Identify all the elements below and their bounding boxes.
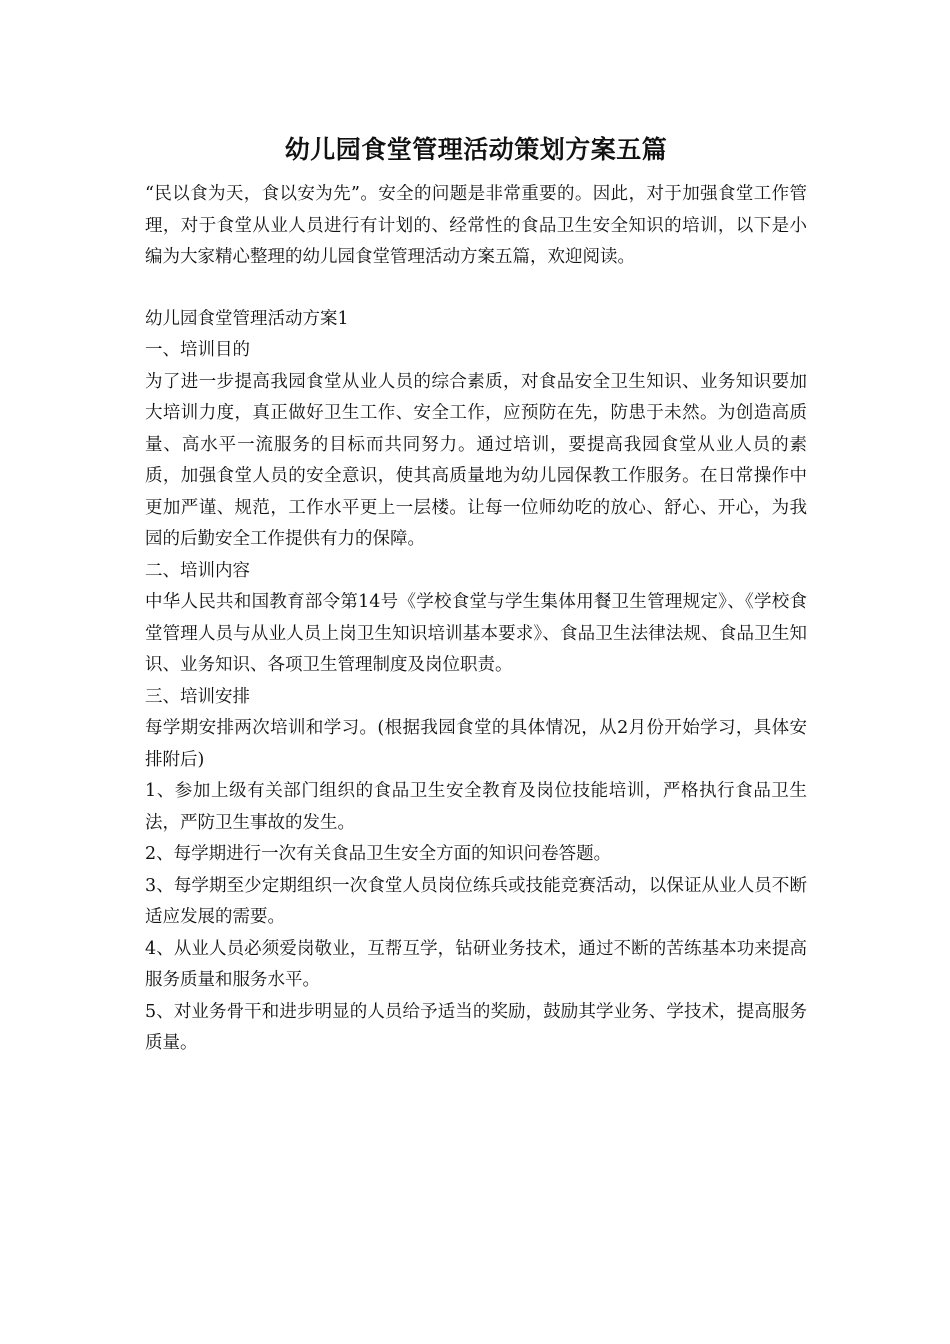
section-heading: 幼儿园食堂管理活动方案1 — [145, 308, 349, 329]
spacer — [145, 274, 807, 304]
body-paragraph: 为了进一步提高我园食堂从业人员的综合素质，对食品安全卫生知识、业务知识要加大培训力度，真正做好卫生工作、安全工作，应预防在先，防患于未然。为创造高质量、高水平一流服务的目标而共同努力。通过培训，要提高我园食堂从业人员的素质，加强食堂人员的安全意识，使其高质量地为幼儿园保教工作服务。在日常操作中更加严谨、规范，工作水平更上一层楼。让每一位师幼吃的放心、舒心、开心，为我园的后勤安全工作提供有力的保障。 — [145, 371, 807, 549]
intro-paragraph: “民以食为天，食以安为先”。安全的问题是非常重要的。因此，对于加强食堂工作管理，对于食堂从业人员进行有计划的、经常性的食品卫生安全知识的培训，以下是小编为大家精心整理的幼儿园食堂管理活动方案五篇，欢迎阅读。 — [145, 184, 807, 267]
document-title: 幼儿园食堂管理活动策划方案五篇 — [284, 135, 668, 164]
list-item: 5、对业务骨干和进步明显的人员给予适当的奖励，鼓励其学业务、学技术，提高服务质量。 — [145, 1001, 807, 1053]
body-paragraph: 每学期安排两次培训和学习。(根据我园食堂的具体情况，从2月份开始学习，具体安排附后) — [145, 718, 807, 770]
list-item: 4、从业人员必须爱岗敬业，互帮互学，钻研业务技术，通过不断的苦练基本功来提高服务质量和服务水平。 — [145, 938, 807, 990]
document-page — [145, 133, 807, 1060]
section-heading: 一、培训目的 — [145, 340, 250, 360]
list-item: 2、每学期进行一次有关食品卫生安全方面的知识问卷答题。 — [145, 844, 612, 864]
list-item: 1、参加上级有关部门组织的食品卫生安全教育及岗位技能培训，严格执行食品卫生法，严防卫生事故的发生。 — [145, 781, 807, 833]
body-paragraph: 中华人民共和国教育部令第14号《学校食堂与学生集体用餐卫生管理规定》、《学校食堂管理人员与从业人员上岗卫生知识培训基本要求》、食品卫生法律法规、食品卫生知识、业务知识、各项卫生管理制度及岗位职责。 — [145, 592, 807, 675]
section-heading: 三、培训安排 — [145, 686, 250, 707]
list-item: 3、每学期至少定期组织一次食堂人员岗位练兵或技能竞赛活动，以保证从业人员不断适应发展的需要。 — [145, 875, 807, 927]
section-heading: 二、培训内容 — [145, 560, 250, 581]
